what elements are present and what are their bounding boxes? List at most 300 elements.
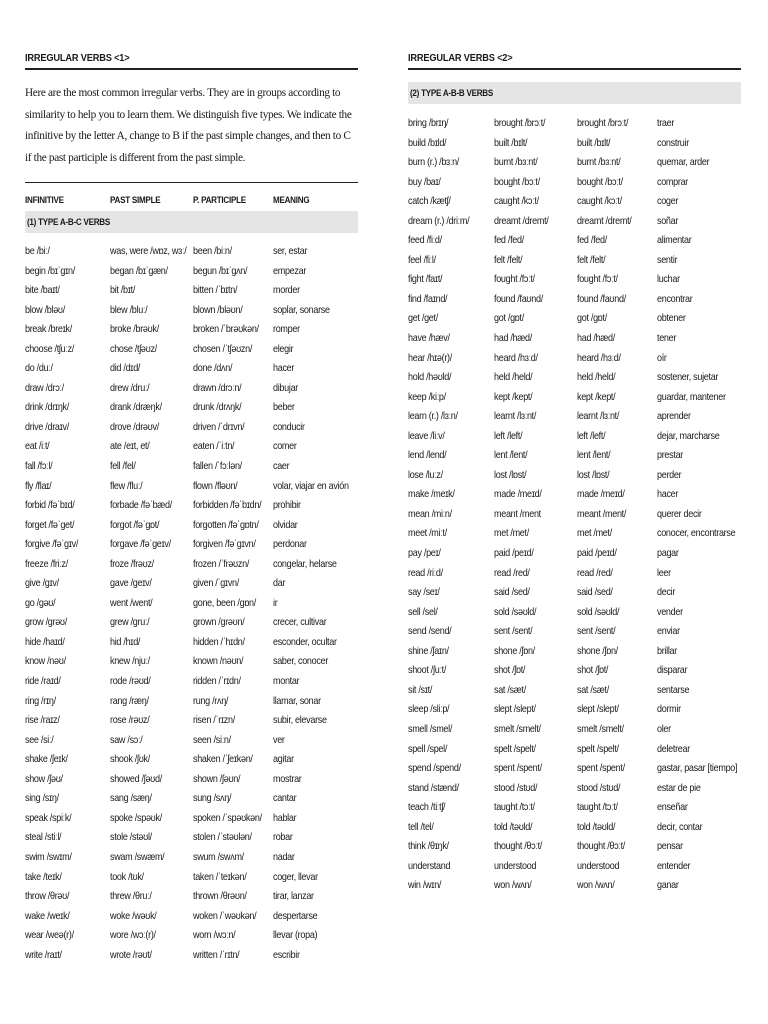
past-participle-cell: sung /sʌŋ/ — [193, 792, 232, 805]
past-participle-cell: written /ˈrɪtn/ — [193, 948, 240, 961]
verb-row — [408, 684, 741, 704]
verb-row — [25, 753, 358, 773]
verb-row — [408, 312, 741, 332]
verb-row — [25, 480, 358, 500]
infinitive-cell: get /get/ — [408, 312, 438, 325]
meaning-cell: tirar, lanzar — [273, 890, 314, 903]
meaning-cell: gastar, pasar [tiempo] — [657, 762, 738, 775]
meaning-cell: robar — [273, 831, 293, 844]
past-simple-cell: rode /rəʊd/ — [110, 675, 151, 688]
past-simple-cell: learnt /lɜːnt/ — [494, 410, 537, 423]
past-simple-cell: spelt /spelt/ — [494, 742, 536, 755]
verb-row — [408, 117, 741, 137]
past-participle-cell: fallen /ˈfɔːlən/ — [193, 460, 242, 473]
past-participle-cell: thought /θɔːt/ — [577, 840, 625, 853]
past-participle-cell: won /wʌn/ — [577, 879, 615, 892]
meaning-cell: morder — [273, 284, 300, 297]
past-participle-cell: spoken /ˈspəʊkən/ — [193, 811, 262, 824]
verb-row — [25, 421, 358, 441]
past-simple-cell: paid /peɪd/ — [494, 547, 534, 560]
section-label-text: (2) TYPE A-B-B VERBS — [410, 88, 493, 99]
past-simple-cell: made /meɪd/ — [494, 488, 542, 501]
meaning-cell: subir, elevarse — [273, 714, 327, 727]
meaning-cell: dormir — [657, 703, 681, 716]
past-participle-cell: stolen /ˈstəʊlən/ — [193, 831, 252, 844]
past-participle-cell: bought /bɔːt/ — [577, 175, 623, 188]
past-participle-cell: learnt /lɜːnt/ — [577, 410, 620, 423]
infinitive-cell: do /duː/ — [25, 362, 53, 375]
meaning-cell: dar — [273, 577, 286, 590]
verb-row — [408, 215, 741, 235]
meaning-cell: montar — [273, 675, 300, 688]
verb-row — [408, 273, 741, 293]
past-simple-cell: slept /slept/ — [494, 703, 536, 716]
meaning-cell: perder — [657, 468, 682, 481]
meaning-cell: coger, llevar — [273, 870, 318, 883]
infinitive-cell: grow /grəʊ/ — [25, 616, 67, 629]
past-participle-cell: broken /ˈbrəʊkən/ — [193, 323, 259, 336]
past-simple-cell: sat /sæt/ — [494, 683, 526, 696]
meaning-cell: deletrear — [657, 742, 690, 755]
meaning-cell: hacer — [657, 488, 679, 501]
infinitive-cell: spell /spel/ — [408, 742, 448, 755]
infinitive-cell: stand /stænd/ — [408, 781, 459, 794]
meaning-cell: llamar, sonar — [273, 694, 321, 707]
past-simple-cell: fell /fel/ — [110, 460, 136, 473]
meaning-cell: empezar — [273, 264, 307, 277]
verb-row — [25, 655, 358, 675]
verb-row — [25, 558, 358, 578]
infinitive-cell: meet /miːt/ — [408, 527, 447, 540]
infinitive-cell: lose /luːz/ — [408, 468, 443, 481]
infinitive-cell: make /meɪk/ — [408, 488, 455, 501]
verb-row — [408, 586, 741, 606]
verb-row — [408, 723, 741, 743]
meaning-cell: despertarse — [273, 909, 318, 922]
past-participle-cell: found /faʊnd/ — [577, 292, 626, 305]
meaning-cell: coger — [657, 195, 679, 208]
past-participle-cell: lent /lent/ — [577, 449, 611, 462]
past-simple-cell: read /red/ — [494, 566, 530, 579]
meaning-cell: vender — [657, 605, 683, 618]
past-simple-cell: held /held/ — [494, 371, 533, 384]
past-simple-cell: said /sed/ — [494, 586, 530, 599]
meaning-cell: perdonar — [273, 538, 307, 551]
past-participle-cell: bitten /ˈbɪtn/ — [193, 284, 238, 297]
meaning-cell: querer decir — [657, 507, 702, 520]
past-simple-cell: blew /bluː/ — [110, 303, 148, 316]
infinitive-cell: give /gɪv/ — [25, 577, 59, 590]
meaning-cell: congelar, helarse — [273, 557, 337, 570]
past-participle-cell: forgotten /fəˈgɒtn/ — [193, 518, 259, 531]
infinitive-cell: fall /fɔːl/ — [25, 460, 53, 473]
intro-paragraph: Here are the most common irregular verbs. They are in groups according to similarity to help you to learn them. We distinguish five types. We indicate the infinitive by the letter A, change to B if the past simple changes, and then to C if the past participle is different from the past simple. — [25, 87, 352, 164]
meaning-cell: tener — [657, 332, 677, 345]
past-participle-cell: known /nəʊn/ — [193, 655, 244, 668]
past-participle-cell: understood — [577, 859, 620, 872]
past-participle-cell: fed /fed/ — [577, 234, 607, 247]
infinitive-cell: think /θɪŋk/ — [408, 840, 449, 853]
verb-row — [408, 371, 741, 391]
past-simple-cell: caught /kɔːt/ — [494, 195, 539, 208]
meaning-cell: comprar — [657, 175, 689, 188]
infinitive-cell: understand — [408, 859, 451, 872]
past-simple-cell: sold /səʊld/ — [494, 605, 537, 618]
meaning-cell: oír — [657, 351, 667, 364]
verb-row — [408, 352, 741, 372]
header-past-simple: PAST SIMPLE — [110, 195, 161, 206]
past-participle-cell: stood /stʊd/ — [577, 781, 621, 794]
past-simple-cell: spoke /spəʊk/ — [110, 811, 162, 824]
verb-row — [25, 636, 358, 656]
meaning-cell: ver — [273, 733, 285, 746]
infinitive-cell: leave /liːv/ — [408, 429, 445, 442]
verb-row — [25, 343, 358, 363]
verb-row — [408, 410, 741, 430]
past-simple-cell: forgot /fəˈgɒt/ — [110, 518, 160, 531]
past-participle-cell: chosen /ˈtʃəʊzn/ — [193, 342, 253, 355]
infinitive-cell: bite /baɪt/ — [25, 284, 60, 297]
past-participle-cell: drunk /drʌŋk/ — [193, 401, 242, 414]
past-simple-cell: heard /hɜːd/ — [494, 351, 538, 364]
infinitive-cell: teach /tiːtʃ/ — [408, 801, 446, 814]
verb-row — [25, 245, 358, 265]
past-simple-cell: ate /eɪt, et/ — [110, 440, 150, 453]
meaning-cell: guardar, mantener — [657, 390, 726, 403]
past-participle-cell: hidden /ˈhɪdn/ — [193, 635, 245, 648]
verb-row — [408, 840, 741, 860]
verb-row — [25, 949, 358, 969]
past-participle-cell: ridden /ˈrɪdn/ — [193, 675, 241, 688]
verb-row — [408, 801, 741, 821]
past-simple-cell: threw /θruː/ — [110, 890, 152, 903]
meaning-cell: enseñar — [657, 801, 688, 814]
meaning-cell: enviar — [657, 625, 680, 638]
past-participle-cell: heard /hɜːd/ — [577, 351, 621, 364]
infinitive-cell: feel /fiːl/ — [408, 253, 436, 266]
infinitive-cell: mean /miːn/ — [408, 507, 452, 520]
meaning-cell: elegir — [273, 342, 294, 355]
infinitive-cell: wear /weə(r)/ — [25, 929, 74, 942]
past-simple-cell: smelt /smelt/ — [494, 722, 541, 735]
meaning-cell: soñar — [657, 214, 679, 227]
past-participle-cell: lost /lɒst/ — [577, 468, 610, 481]
past-participle-cell: had /hæd/ — [577, 332, 615, 345]
past-participle-cell: held /held/ — [577, 371, 616, 384]
verb-row — [408, 645, 741, 665]
meaning-cell: hablar — [273, 811, 297, 824]
meaning-cell: cantar — [273, 792, 297, 805]
past-simple-cell: forbade /fəˈbæd/ — [110, 499, 172, 512]
infinitive-cell: draw /drɔː/ — [25, 381, 64, 394]
infinitive-cell: dream (r.) /driːm/ — [408, 214, 470, 227]
verb-row — [25, 675, 358, 695]
past-participle-cell: read /red/ — [577, 566, 613, 579]
infinitive-cell: pay /peɪ/ — [408, 547, 441, 560]
past-participle-cell: built /bɪlt/ — [577, 136, 611, 149]
meaning-cell: soplar, sonarse — [273, 303, 330, 316]
past-simple-cell: hid /hɪd/ — [110, 635, 141, 648]
past-simple-cell: rose /rəʊz/ — [110, 714, 150, 727]
past-participle-cell: woken /ˈwəʊkən/ — [193, 909, 257, 922]
infinitive-cell: shoot /ʃuːt/ — [408, 664, 447, 677]
past-participle-cell: burnt /bɜːnt/ — [577, 156, 621, 169]
past-participle-cell: met /met/ — [577, 527, 612, 540]
infinitive-cell: begin /bɪˈgɪn/ — [25, 264, 75, 277]
past-simple-cell: knew /njuː/ — [110, 655, 150, 668]
past-simple-cell: grew /gruː/ — [110, 616, 150, 629]
past-participle-cell: said /sed/ — [577, 586, 613, 599]
meaning-cell: ir — [273, 596, 278, 609]
past-participle-cell: caught /kɔːt/ — [577, 195, 622, 208]
past-simple-cell: had /hæd/ — [494, 332, 532, 345]
past-simple-cell: froze /frəʊz/ — [110, 557, 154, 570]
infinitive-cell: sit /sɪt/ — [408, 683, 433, 696]
past-simple-cell: understood — [494, 859, 537, 872]
meaning-cell: construir — [657, 136, 689, 149]
verb-row — [408, 508, 741, 528]
past-simple-cell: burnt /bɜːnt/ — [494, 156, 538, 169]
past-participle-cell: spent /spent/ — [577, 762, 625, 775]
meaning-cell: hacer — [273, 362, 295, 375]
verb-row — [408, 469, 741, 489]
past-simple-cell: got /gɒt/ — [494, 312, 524, 325]
infinitive-cell: hear /hɪə(r)/ — [408, 351, 452, 364]
meaning-cell: traer — [657, 117, 675, 129]
verb-row — [408, 137, 741, 157]
past-simple-cell: took /tʊk/ — [110, 870, 144, 883]
infinitive-cell: have /hæv/ — [408, 332, 450, 345]
verb-row — [408, 176, 741, 196]
page-title-right: IRREGULAR VERBS <2> — [408, 52, 513, 64]
past-simple-cell: stood /stʊd/ — [494, 781, 538, 794]
past-simple-cell: dreamt /dremt/ — [494, 214, 549, 227]
verb-row — [25, 538, 358, 558]
past-participle-cell: gone, been /gɒn/ — [193, 596, 256, 609]
verb-row — [408, 332, 741, 352]
page-title-left: IRREGULAR VERBS <1> — [25, 52, 130, 64]
meaning-cell: pagar — [657, 547, 679, 560]
past-simple-cell: built /bɪlt/ — [494, 136, 528, 149]
past-simple-cell: meant /ment — [494, 507, 541, 520]
infinitive-cell: shake /ʃeɪk/ — [25, 753, 68, 766]
past-participle-cell: spelt /spelt/ — [577, 742, 619, 755]
past-participle-cell: taught /tɔːt/ — [577, 801, 618, 814]
meaning-cell: oler — [657, 722, 671, 735]
meaning-cell: llevar (ropa) — [273, 929, 318, 942]
past-simple-cell: felt /felt/ — [494, 253, 523, 266]
verb-row — [25, 304, 358, 324]
past-simple-cell: wore /wɔː(r)/ — [110, 929, 156, 942]
verb-table-abc — [25, 245, 358, 968]
header-meaning: MEANING — [273, 195, 310, 206]
past-participle-cell: shot /ʃɒt/ — [577, 664, 609, 677]
past-participle-cell: made /meɪd/ — [577, 488, 625, 501]
infinitive-cell: sleep /sliːp/ — [408, 703, 450, 716]
infinitive-cell: spend /spend/ — [408, 762, 461, 775]
meaning-cell: decir, contar — [657, 820, 703, 833]
past-simple-cell: met /met/ — [494, 527, 529, 540]
past-simple-cell: spent /spent/ — [494, 762, 542, 775]
past-simple-cell: gave /geɪv/ — [110, 577, 152, 590]
meaning-cell: saber, conocer — [273, 655, 329, 668]
meaning-cell: sentir — [657, 253, 678, 266]
past-participle-cell: brought /brɔːt/ — [577, 117, 629, 129]
past-simple-cell: fought /fɔːt/ — [494, 273, 535, 286]
infinitive-cell: read /riːd/ — [408, 566, 443, 579]
past-participle-cell: told /təʊld/ — [577, 820, 616, 833]
past-participle-cell: kept /kept/ — [577, 390, 616, 403]
past-participle-cell: shown /ʃəʊn/ — [193, 772, 241, 785]
past-simple-cell: sang /sæŋ/ — [110, 792, 152, 805]
verb-row — [25, 929, 358, 949]
verb-row — [408, 625, 741, 645]
meaning-cell: disparar — [657, 664, 688, 677]
meaning-cell: crecer, cultivar — [273, 616, 327, 629]
past-participle-cell: smelt /smelt/ — [577, 722, 624, 735]
past-participle-cell: forgiven /fəˈgɪvn/ — [193, 538, 256, 551]
meaning-cell: leer — [657, 566, 671, 579]
past-simple-cell: brought /brɔːt/ — [494, 117, 546, 129]
past-simple-cell: thought /θɔːt/ — [494, 840, 542, 853]
infinitive-cell: blow /bləʊ/ — [25, 303, 65, 316]
verb-row — [25, 362, 358, 382]
meaning-cell: quemar, arder — [657, 156, 710, 169]
past-simple-cell: found /faʊnd/ — [494, 292, 543, 305]
infinitive-cell: lend /lend/ — [408, 449, 447, 462]
verb-table-abb — [408, 117, 741, 899]
infinitive-cell: send /send/ — [408, 625, 452, 638]
infinitive-cell: fight /faɪt/ — [408, 273, 443, 286]
past-participle-cell: blown /bləʊn/ — [193, 303, 243, 316]
past-simple-cell: saw /sɔː/ — [110, 733, 143, 746]
verb-row — [25, 382, 358, 402]
meaning-cell: alimentar — [657, 234, 692, 247]
infinitive-cell: steal /stiːl/ — [25, 831, 62, 844]
meaning-cell: prohibir — [273, 499, 301, 512]
verb-row — [25, 401, 358, 421]
verb-row — [25, 792, 358, 812]
past-participle-cell: seen /siːn/ — [193, 733, 231, 746]
meaning-cell: volar, viajar en avión — [273, 479, 349, 492]
meaning-cell: pensar — [657, 840, 683, 853]
past-simple-cell: lost /lɒst/ — [494, 468, 527, 481]
infinitive-cell: swim /swɪm/ — [25, 850, 72, 863]
past-simple-cell: flew /fluː/ — [110, 479, 143, 492]
infinitive-cell: shine /ʃaɪn/ — [408, 644, 449, 657]
verb-row — [408, 860, 741, 880]
verb-row — [25, 284, 358, 304]
past-simple-cell: began /bɪˈgæn/ — [110, 264, 168, 277]
meaning-cell: brillar — [657, 644, 677, 657]
infinitive-cell: eat /iːt/ — [25, 440, 50, 453]
infinitive-cell: win /wɪn/ — [408, 879, 442, 892]
meaning-cell: nadar — [273, 850, 295, 863]
verb-row — [25, 734, 358, 754]
past-participle-cell: taken /ˈteɪkən/ — [193, 870, 247, 883]
verb-row — [25, 871, 358, 891]
past-simple-cell: wrote /rəʊt/ — [110, 948, 152, 961]
past-participle-cell: frozen /ˈfrəʊzn/ — [193, 557, 250, 570]
infinitive-cell: catch /kætʃ/ — [408, 195, 451, 208]
past-simple-cell: drew /druː/ — [110, 381, 150, 394]
infinitive-cell: buy /baɪ/ — [408, 175, 441, 188]
infinitive-cell: go /gəʊ/ — [25, 596, 56, 609]
past-participle-cell: meant /ment/ — [577, 507, 627, 520]
past-simple-cell: chose /tʃəʊz/ — [110, 342, 157, 355]
meaning-cell: prestar — [657, 449, 684, 462]
infinitive-cell: hide /haɪd/ — [25, 635, 65, 648]
verb-row — [408, 527, 741, 547]
meaning-cell: conocer, encontrarse — [657, 527, 736, 540]
past-participle-cell: left /left/ — [577, 429, 606, 442]
meaning-cell: encontrar — [657, 292, 693, 305]
verb-row — [408, 430, 741, 450]
past-simple-cell: fed /fed/ — [494, 234, 524, 247]
past-participle-cell: fought /fɔːt/ — [577, 273, 618, 286]
past-simple-cell: drove /drəʊv/ — [110, 420, 159, 433]
meaning-cell: romper — [273, 323, 300, 336]
verb-row — [408, 293, 741, 313]
infinitive-cell: see /siː/ — [25, 733, 54, 746]
verb-row — [408, 547, 741, 567]
infinitive-cell: sell /sel/ — [408, 605, 438, 618]
infinitive-cell: throw /θrəʊ/ — [25, 890, 70, 903]
meaning-cell: dejar, marcharse — [657, 429, 720, 442]
title-divider-right — [408, 68, 741, 70]
past-participle-cell: been /biːn/ — [193, 245, 232, 257]
past-participle-cell: sat /sæt/ — [577, 683, 609, 696]
infinitive-cell: keep /kiːp/ — [408, 390, 446, 403]
verb-row — [408, 391, 741, 411]
past-participle-cell: drawn /drɔːn/ — [193, 381, 242, 394]
meaning-cell: sostener, sujetar — [657, 371, 719, 384]
infinitive-cell: forget /fəˈget/ — [25, 518, 75, 531]
past-simple-cell: was, were /wɒz, wɜː/ — [110, 245, 187, 257]
past-participle-cell: dreamt /dremt/ — [577, 214, 632, 227]
infinitive-cell: fly /flaɪ/ — [25, 479, 52, 492]
meaning-cell: conducir — [273, 420, 305, 433]
verb-row — [25, 265, 358, 285]
verb-row — [25, 519, 358, 539]
verb-row — [25, 440, 358, 460]
past-participle-cell: driven /ˈdrɪvn/ — [193, 420, 245, 433]
past-simple-cell: shook /ʃʊk/ — [110, 753, 150, 766]
meaning-cell: ser, estar — [273, 245, 308, 257]
verb-row — [408, 821, 741, 841]
past-simple-cell: won /wʌn/ — [494, 879, 532, 892]
meaning-cell: aprender — [657, 410, 691, 423]
verb-row — [25, 831, 358, 851]
meaning-cell: estar de pie — [657, 781, 701, 794]
infinitive-cell: smell /smel/ — [408, 722, 453, 735]
past-simple-cell: taught /tɔːt/ — [494, 801, 535, 814]
infinitive-cell: show /ʃəʊ/ — [25, 772, 63, 785]
title-divider-left — [25, 68, 358, 70]
verb-row — [408, 879, 741, 899]
verb-row — [25, 499, 358, 519]
past-simple-cell: rang /ræŋ/ — [110, 694, 149, 707]
verb-row — [25, 597, 358, 617]
verb-row — [25, 616, 358, 636]
meaning-cell: obtener — [657, 312, 686, 325]
past-participle-cell: swum /swʌm/ — [193, 850, 244, 863]
verb-row — [408, 567, 741, 587]
past-participle-cell: rung /rʌŋ/ — [193, 694, 229, 707]
past-participle-cell: felt /felt/ — [577, 253, 606, 266]
infinitive-cell: be /biː/ — [25, 245, 50, 257]
past-simple-cell: sent /sent/ — [494, 625, 533, 638]
